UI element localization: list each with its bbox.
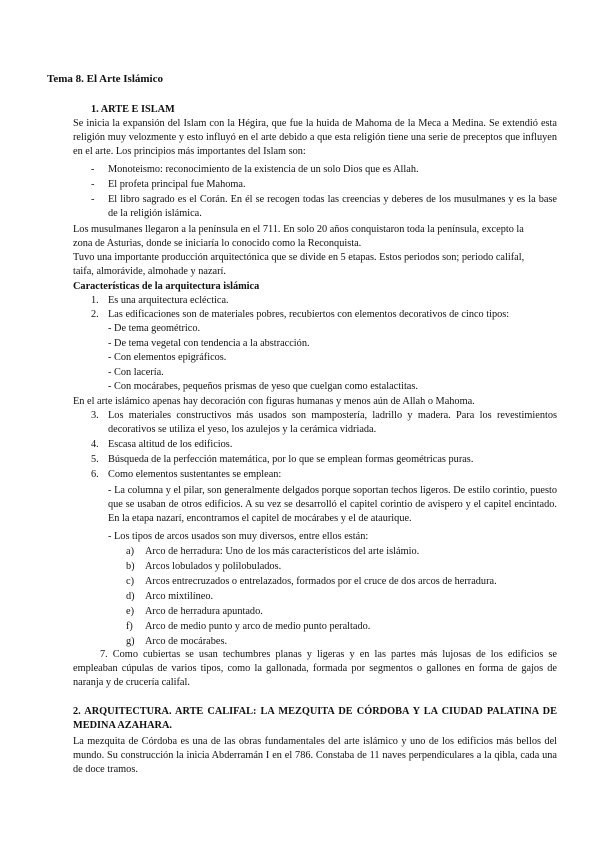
section-1-intro: Se inicia la expansión del Islam con la Hégira, que fue la huida de Mahoma de la Meca a Medina. Se extendió esta religión muy velozmente y esto influyó en el arte debido a que esta religión tiene una serie de preceptos que influyen en el arte. Los principios más importantes del Islam son: — [73, 118, 557, 157]
arc-item: Arco de medio punto y arco de medio punto peraltado. — [145, 621, 371, 632]
arc-letter: c) — [126, 576, 134, 587]
list-item: Es una arquitectura ecléctica. — [108, 295, 229, 306]
roofing-paragraph: 7. Como cubiertas se usan techumbres planas y ligeras y en las partes más lujosas de los edificios se empleaban cúpulas de varios tipos, como la gallonada, formada por segmentos o gallones en forma de gajos de naranja y de crucería califal. — [73, 649, 557, 688]
arc-letter: a) — [126, 546, 134, 557]
section-2-heading: 2. ARQUITECTURA. ARTE CALIFAL: LA MEZQUITA DE CÓRDOBA Y LA CIUDAD PALATINA DE MEDINA AZAHARA. — [73, 706, 557, 731]
arc-letter: e) — [126, 606, 134, 617]
bullet-dash: - — [91, 194, 95, 205]
document-title: Tema 8. El Arte Islámico — [47, 73, 163, 85]
list-number: 1. — [91, 295, 99, 306]
paragraph-line: zona de Asturias, donde se iniciaría lo conocido como la Reconquista. — [73, 238, 362, 249]
list-item: Las edificaciones son de materiales pobres, recubiertos con elementos decorativos de cinco tipos: — [108, 309, 510, 320]
bullet-dash: - — [91, 179, 95, 190]
list-item: Los materiales constructivos más usados son mampostería, ladrillo y madera. Para los revestimientos decorativos se utiliza el yeso, los azulejos y la cerámica vidriada. — [108, 410, 557, 435]
arc-item: Arcos lobulados y polilobulados. — [145, 561, 282, 572]
supports-paragraph: - La columna y el pilar, son generalmente delgados porque soportan techos ligeros. De estilo corintio, puesto que se usaban de otros edificios. A su vez se desarrolló el capitel corintio de avispero y el capitel encintado. En la etapa nazarí, encontramos el capitel de mocárabes y el de ataurique. — [108, 485, 557, 524]
section-1-heading: 1. ARTE E ISLAM — [91, 104, 175, 115]
arc-item: Arcos entrecruzados o entrelazados, formados por el cruce de dos arcos de herradura. — [145, 576, 497, 587]
list-number: 3. — [91, 410, 99, 421]
sub-item: - Con mocárabes, pequeños prismas de yeso que cuelgan como estalactitas. — [108, 381, 418, 392]
section-2-paragraph: La mezquita de Córdoba es una de las obras fundamentales del arte islámico y uno de los edificios más bellos del mundo. Su construcción la inicia Abderramán I en el 786. Constaba de 11 naves perpendiculares a la qibla, cada una de doce tramos. — [73, 736, 557, 775]
bullet-item: Monoteismo: reconocimiento de la existencia de un solo Dios que es Allah. — [108, 164, 419, 175]
arc-letter: b) — [126, 561, 135, 572]
bullet-dash: - — [91, 164, 95, 175]
arc-letter: g) — [126, 636, 135, 647]
list-item: Escasa altitud de los edificios. — [108, 439, 233, 450]
list-number: 2. — [91, 309, 99, 320]
bullet-item: El libro sagrado es el Corán. En él se recogen todas las creencias y deberes de los musulmanes y es la base de la religión islámica. — [108, 194, 557, 219]
arc-item: Arco de herradura: Uno de los más característicos del arte islámio. — [145, 546, 420, 557]
list-item: Como elementos sustentantes se emplean: — [108, 469, 282, 480]
list-number: 6. — [91, 469, 99, 480]
arcs-intro: - Los tipos de arcos usados son muy diversos, entre ellos están: — [108, 531, 369, 542]
arc-letter: d) — [126, 591, 135, 602]
list-number: 5. — [91, 454, 99, 465]
bullet-item: El profeta principal fue Mahoma. — [108, 179, 246, 190]
sub-item: - Con elementos epigráficos. — [108, 352, 227, 363]
list-number: 4. — [91, 439, 99, 450]
characteristics-heading: Características de la arquitectura islámica — [73, 281, 260, 292]
arc-item: Arco de herradura apuntado. — [145, 606, 263, 617]
paragraph-line: Tuvo una importante producción arquitectónica que se divide en 5 etapas. Estos periodos son; periodo califal, — [73, 252, 525, 263]
sub-item: - De tema vegetal con tendencia a la abstracción. — [108, 338, 310, 349]
arc-letter: f) — [126, 621, 133, 632]
note-line: En el arte islámico apenas hay decoración con figuras humanas y menos aún de Allah o Mahoma. — [73, 396, 475, 407]
arc-item: Arco de mocárabes. — [145, 636, 228, 647]
arc-item: Arco mixtilíneo. — [145, 591, 214, 602]
paragraph-line: taifa, almorávide, almohade y nazarí. — [73, 266, 226, 277]
sub-item: - De tema geométrico. — [108, 323, 201, 334]
list-item: Búsqueda de la perfección matemática, por lo que se emplean formas geométricas puras. — [108, 454, 474, 465]
paragraph-line: Los musulmanes llegaron a la península en el 711. En solo 20 años conquistaron toda la península, excepto la — [73, 224, 524, 235]
sub-item: - Con lacería. — [108, 367, 164, 378]
